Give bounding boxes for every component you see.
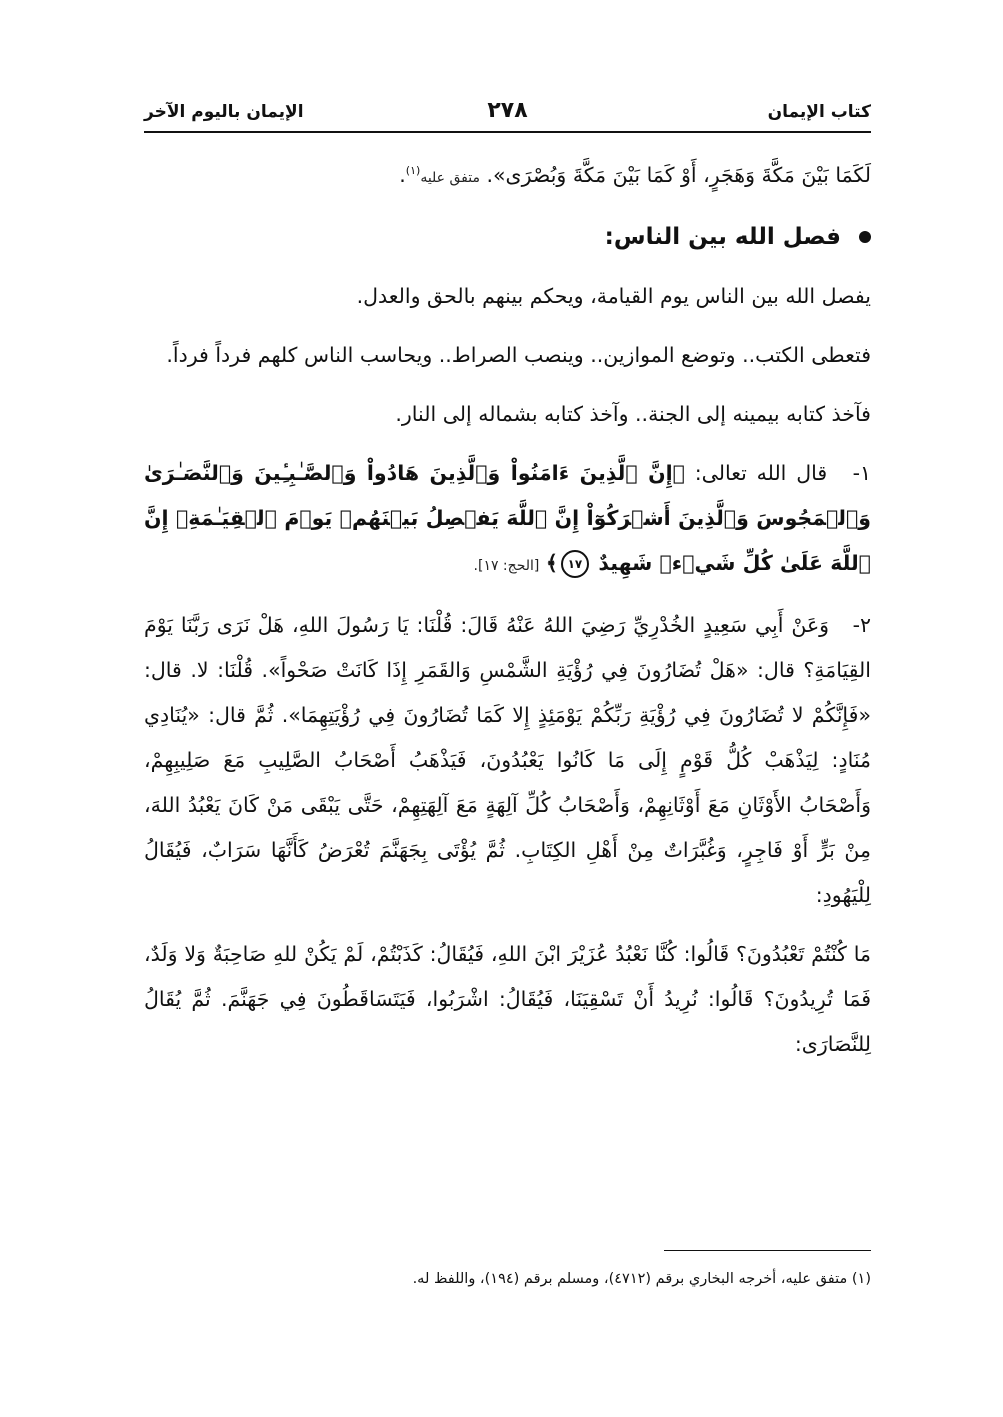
- footnote: (١) متفق عليه، أخرجه البخاري برقم (٤٧١٢)، ومسلم برقم (١٩٤)، واللفظ له.: [412, 1271, 871, 1287]
- quran-verse: ﴿إِنَّ ٱلَّذِينَ ءَامَنُواْ وَٱلَّذِينَ هَادُواْ وَٱلصَّـٰبِـِٔينَ وَٱلنَّصَـٰرَىٰ وَٱلۡمَجُوسَ وَٱلَّذِينَ أَشۡرَكُوٓاْ إِنَّ ٱللَّهَ يَفۡصِلُ بَيۡنَهُمۡ يَوۡمَ ٱلۡقِيَـٰمَةِۚ إِنَّ ٱللَّهَ عَلَىٰ كُلِّ شَيۡءٖ شَهِيدٌ: [144, 460, 871, 575]
- intro-line: لَكَمَا بَيْنَ مَكَّةَ وَهَجَرٍ، أَوْ كَمَا بَيْنَ مَكَّةَ وَبُصْرَى». متفق عليه$^{(١)}$.: [399, 162, 871, 187]
- quran-close-bracket: ﴾: [545, 550, 558, 575]
- bullet-icon: [859, 231, 871, 243]
- footnote-divider: [664, 1250, 871, 1251]
- footnote-reference: (١): [405, 164, 421, 177]
- header-book-title: كتاب الإيمان: [767, 102, 871, 122]
- section-paragraph-1: يفصل الله بين الناس يوم القيامة، ويحكم بينهم بالحق والعدل.: [356, 283, 871, 308]
- ayah-number-icon: ١٧: [561, 550, 589, 578]
- section-paragraph-2: فتعطى الكتب.. وتوضع الموازين.. وينصب الصراط.. ويحاسب الناس كلهم فرداً فرداً.: [166, 342, 871, 367]
- section-paragraph-3: فآخذ كتابه بيمينه إلى الجنة.. وآخذ كتابه بشماله إلى النار.: [395, 401, 871, 426]
- header-divider: [144, 131, 871, 133]
- quran-reference: [الحج: ١٧].: [473, 557, 540, 574]
- item-1-intro: قال الله تعالى:: [694, 460, 828, 485]
- item-1: [144, 451, 871, 589]
- intro-hadith-end: لَكَمَا بَيْنَ مَكَّةَ وَهَجَرٍ، أَوْ كَمَا بَيْنَ مَكَّةَ وَبُصْرَى».: [486, 162, 871, 187]
- section-heading: فصل الله بين الناس:: [144, 215, 871, 260]
- item-1-number: ١-: [852, 460, 871, 485]
- item-2-continuation: مَا كُنْتُمْ تَعْبُدُونَ؟ قَالُوا: كُنَّا نَعْبُدُ عُزَيْرَ ابْنَ اللهِ، فَيُقَالُ: كَذَبْتُمْ، لَمْ يَكُنْ للهِ صَاحِبَةٌ وَلا وَلَدٌ، فَمَا تُرِيدُونَ؟ قَالُوا: نُرِيدُ أَنْ تَسْقِيَنَا، فَيُقَالُ: اشْرَبُوا، فَيَتَسَاقَطُونَ فِي جَهَنَّمَ. ثُمَّ يُقَالُ لِلنَّصَارَى:: [144, 941, 871, 1056]
- running-header: [144, 98, 871, 128]
- page-number: ٢٧٨: [487, 98, 528, 123]
- main-text: [144, 148, 871, 1067]
- item-2-hadith: وَعَنْ أَبِي سَعِيدٍ الخُدْرِيِّ رَضِيَ اللهُ عَنْهُ قَالَ: قُلْنَا: يَا رَسُولَ اللهِ، هَلْ نَرَى رَبَّنَا يَوْمَ القِيَامَةِ؟ قال: «هَلْ تُضَارُونَ فِي رُؤْيَةِ الشَّمْسِ وَالقَمَرِ إِذَا كَانَتْ صَحْواً». قُلْنَا: لا. قال: «فَإِنَّكُمْ لا تُضَارُونَ فِي رُؤْيَةِ رَبِّكُمْ يَوْمَئِذٍ إِلا كَمَا تُضَارُونَ فِي رُؤْيَتِهِمَا». ثُمَّ قال: «يُنَادِي مُنَادٍ: لِيَذْهَبْ كُلُّ قَوْمٍ إِلَى مَا كَانُوا يَعْبُدُونَ، فَيَذْهَبُ أَصْحَابُ الصَّلِيبِ مَعَ صَلِيبِهِمْ، وَأَصْحَابُ الأَوْثَانِ مَعَ أَوْثَانِهِمْ، وَأَصْحَابُ كُلِّ آلِهَةٍ مَعَ آلِهَتِهِمْ، حَتَّى يَبْقَى مَنْ كَانَ يَعْبُدُ اللهَ، مِنْ بَرٍّ أَوْ فَاجِرٍ، وَغُبَّرَاتٌ مِنْ أَهْلِ الكِتَابِ. ثُمَّ يُؤْتَى بِجَهَنَّمَ تُعْرَضُ كَأَنَّهَا سَرَابٌ، فَيُقَالُ لِلْيَهُودِ:: [144, 612, 871, 907]
- item-2-number: ٢-: [852, 612, 871, 637]
- header-chapter-title: الإيمان باليوم الآخر: [144, 102, 304, 122]
- item-2: [144, 603, 871, 918]
- intro-note: متفق عليه: [420, 169, 480, 186]
